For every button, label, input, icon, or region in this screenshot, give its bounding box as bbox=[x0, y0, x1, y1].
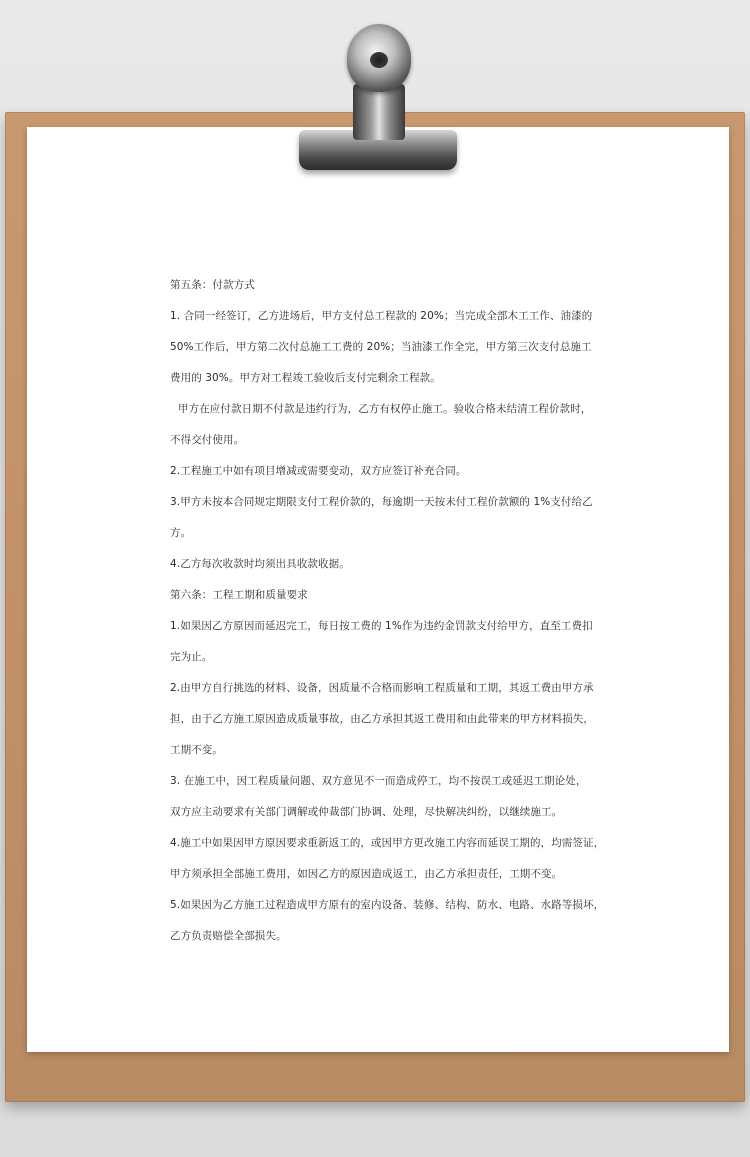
text-line: 完为止。 bbox=[170, 651, 213, 663]
text-line: 4.施工中如果因甲方原因要求重新返工的，或因甲方更改施工内容而延误工期的，均需签证， bbox=[170, 837, 605, 849]
text-line: 甲方在应付款日期不付款是违约行为，乙方有权停止施工。验收合格未结清工程价款时， bbox=[178, 403, 592, 415]
text-line: 不得交付使用。 bbox=[170, 434, 245, 446]
text-line: 甲方须承担全部施工费用，如因乙方的原因造成返工，由乙方承担责任，工期不变。 bbox=[170, 868, 563, 880]
binder-clip-icon bbox=[296, 22, 462, 172]
text-line: 2.由甲方自行挑选的材料、设备，因质量不合格而影响工程质量和工期，其返工费由甲方承 bbox=[170, 682, 594, 694]
text-line: 1. 合同一经签订，乙方进场后，甲方支付总工程款的 20%；当完成全部木工工作、油漆的 bbox=[170, 310, 593, 322]
text-line: 3. 在施工中，因工程质量问题、双方意见不一而造成停工，均不按误工或延迟工期论处， bbox=[170, 775, 587, 787]
text-line: 方。 bbox=[170, 527, 192, 539]
clip-hole bbox=[370, 52, 388, 68]
section-heading-payment: 第五条：付款方式 bbox=[170, 279, 255, 291]
text-line: 4.乙方每次收款时均须出具收款收据。 bbox=[170, 558, 350, 570]
text-line: 双方应主动要求有关部门调解或仲裁部门协调、处理，尽快解决纠纷，以继续施工。 bbox=[170, 806, 563, 818]
text-line: 5.如果因为乙方施工过程造成甲方原有的室内设备、装修、结构、防水、电路、水路等损坏， bbox=[170, 899, 605, 911]
contract-text bbox=[170, 270, 605, 952]
text-line: 担，由于乙方施工原因造成质量事故，由乙方承担其返工费用和由此带来的甲方材料损失， bbox=[170, 713, 594, 725]
text-line: 乙方负责赔偿全部损失。 bbox=[170, 930, 287, 942]
clip-neck bbox=[353, 84, 405, 140]
section-heading-schedule-quality: 第六条：工程工期和质量要求 bbox=[170, 589, 308, 601]
text-line: 2.工程施工中如有项目增减或需要变动，双方应签订补充合同。 bbox=[170, 465, 467, 477]
text-line: 3.甲方未按本合同规定期限支付工程价款的，每逾期一天按未付工程价款额的 1%支付给乙 bbox=[170, 496, 593, 508]
text-line: 费用的 30%。甲方对工程竣工验收后支付完剩余工程款。 bbox=[170, 372, 441, 384]
text-line: 工期不变。 bbox=[170, 744, 223, 756]
text-line: 50%工作后，甲方第二次付总施工工费的 20%；当油漆工作全完，甲方第三次支付总施工 bbox=[170, 341, 592, 353]
text-line: 1.如果因乙方原因而延迟完工，每日按工费的 1%作为违约金罚款支付给甲方，直至工费扣 bbox=[170, 620, 593, 632]
